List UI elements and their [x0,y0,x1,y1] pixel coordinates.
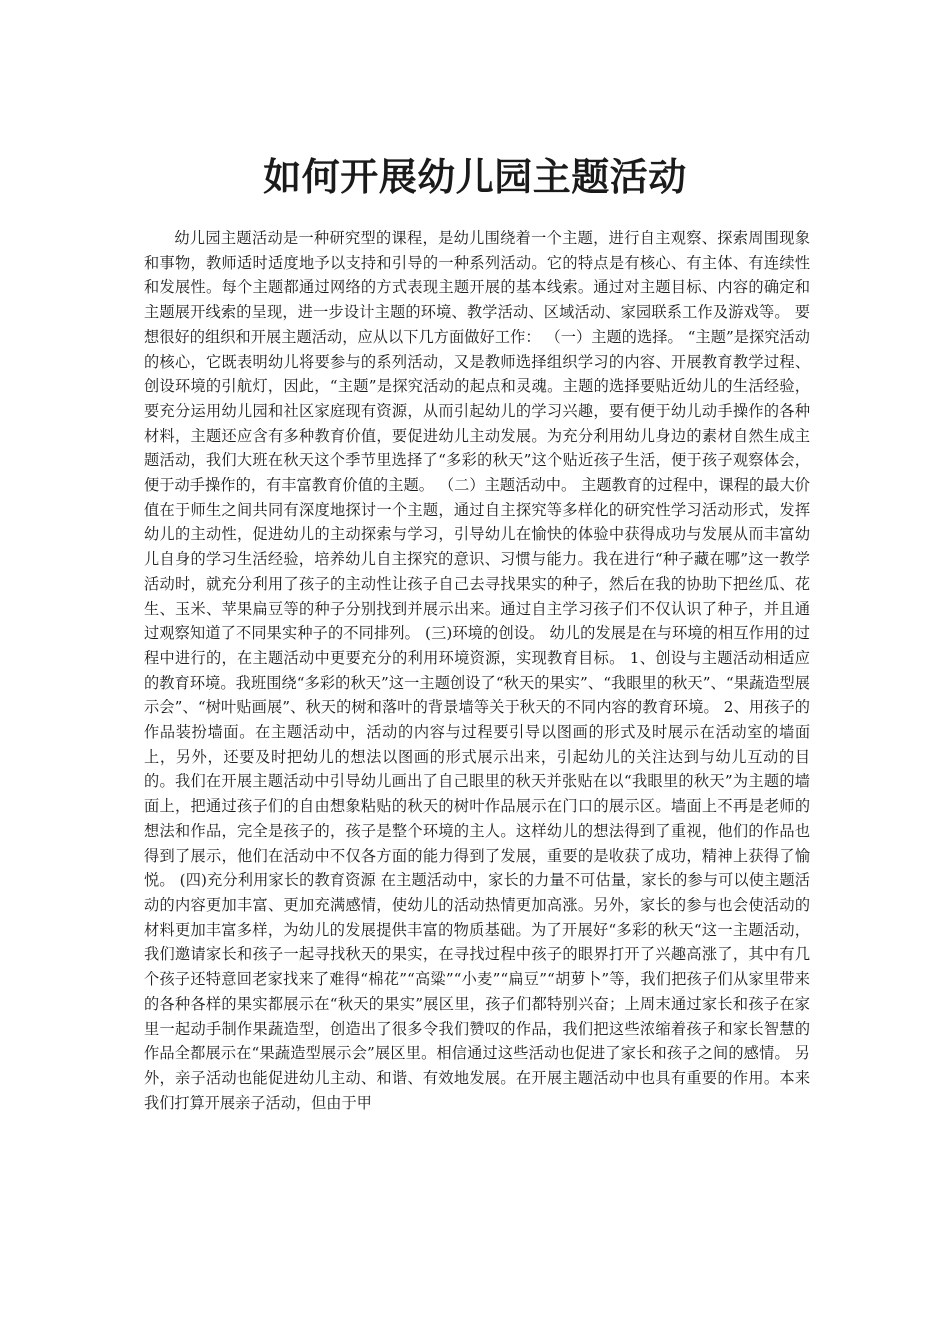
page-title: 如何开展幼儿园主题活动 [263,154,687,200]
body-paragraph: 幼儿园主题活动是一种研究型的课程，是幼儿围绕着一个主题，进行自主观察、探索周围现象和事物，教师适时适度地予以支持和引导的一种系列活动。它的特点是有核心、有主体、有连续性和发展性。每个主题都通过网络的方式表现主题开展的基本线索。通过对主题目标、内容的确定和主题展开线索的呈现，进一步设计主题的环境、教学活动、区域活动、家园联系工作及游戏等。 要想很好的组织和开展主题活动，应从以下几方面做好工作： （一）主题的选择。 “主题”是探究活动的核心，它既表明幼儿将要参与的系列活动，又是教师选择组织学习的内容、开展教育教学过程、创设环境的引航灯，因此，“主题”是探究活动的起点和灵魂。主题的选择要贴近幼儿的生活经验，要充分运用幼儿园和社区家庭现有资源，从而引起幼儿的学习兴趣，要有便于幼儿动手操作的各种材料，主题还应含有多种教育价值，要促进幼儿主动发展。为充分利用幼儿身边的素材自然生成主题活动，我们大班在秋天这个季节里选择了“多彩的秋天”这个贴近孩子生活，便于孩子观察体会，便于动手操作的，有丰富教育价值的主题。 （二）主题活动中。 主题教育的过程中，课程的最大价值在于师生之间共同有深度地探讨一个主题，通过自主探究等多样化的研究性学习活动形式，发挥幼儿的主动性，促进幼儿的主动探索与学习，引导幼儿在愉快的体验中获得成功与发展从而丰富幼儿自身的学习生活经验，培养幼儿自主探究的意识、习惯与能力。我在进行“种子藏在哪”这一教学活动时，就充分利用了孩子的主动性让孩子自己去寻找果实的种子，然后在我的协助下把丝瓜、花生、玉米、苹果扁豆等的种子分别找到并展示出来。通过自主学习孩子们不仅认识了种子，并且通过观察知道了不同果实种子的不同排列。 (三)环境的创设。 幼儿的发展是在与环境的相互作用的过程中进行的，在主题活动中更要充分的利用环境资源，实现教育目标。 1、创设与主题活动相适应的教育环境。我班围绕“多彩的秋天”这一主题创设了“秋天的果实”、“我眼里的秋天”、“果蔬造型展示会”、“树叶贴画展”、秋天的树和落叶的背景墙等关于秋天的不同内容的教育环境。 2、用孩子的作品装扮墙面。在主题活动中，活动的内容与过程要引导以图画的形式及时展示在活动室的墙面上，另外，还要及时把幼儿的想法以图画的形式展示出来，引起幼儿的关注达到与幼儿互动的目的。我们在开展主题活动中引导幼儿画出了自己眼里的秋天并张贴在以“我眼里的秋天”为主题的墙面上，把通过孩子们的自由想象粘贴的秋天的树叶作品展示在门口的展示区。墙面上不再是老师的想法和作品，完全是孩子的，孩子是整个环境的主人。这样幼儿的想法得到了重视，他们的作品也得到了展示，他们在活动中不仅各方面的能力得到了发展，重要的是收获了成功，精神上获得了愉悦。 (四)充分利用家长的教育资源 在主题活动中，家长的力量不可估量，家长的参与可以使主题活动的内容更加丰富、更加充满感情，使幼儿的活动热情更加高涨。另外，家长的参与也会使活动的材料更加丰富多样，为幼儿的发展提供丰富的物质基础。为了开展好“多彩的秋天“这一主题活动，我们邀请家长和孩子一起寻找秋天的果实，在寻找过程中孩子的眼界打开了兴趣高涨了，其中有几个孩子还特意回老家找来了难得“棉花”“高粱”“小麦”“扁豆”“胡萝卜”等，我们把孩子们从家里带来的各种各样的果实都展示在“秋天的果实”展区里，孩子们都特别兴奋；上周末通过家长和孩子在家里一起动手制作果蔬造型，创造出了很多令我们赞叹的作品，我们把这些浓缩着孩子和家长智慧的作品全都展示在“果蔬造型展示会”展区里。相信通过这些活动也促进了家长和孩子之间的感情。 另外，亲子活动也能促进幼儿主动、和谐、有效地发展。在开展主题活动中也具有重要的作用。本来我们打算开展亲子活动，但由于甲 [144,229,810,1112]
